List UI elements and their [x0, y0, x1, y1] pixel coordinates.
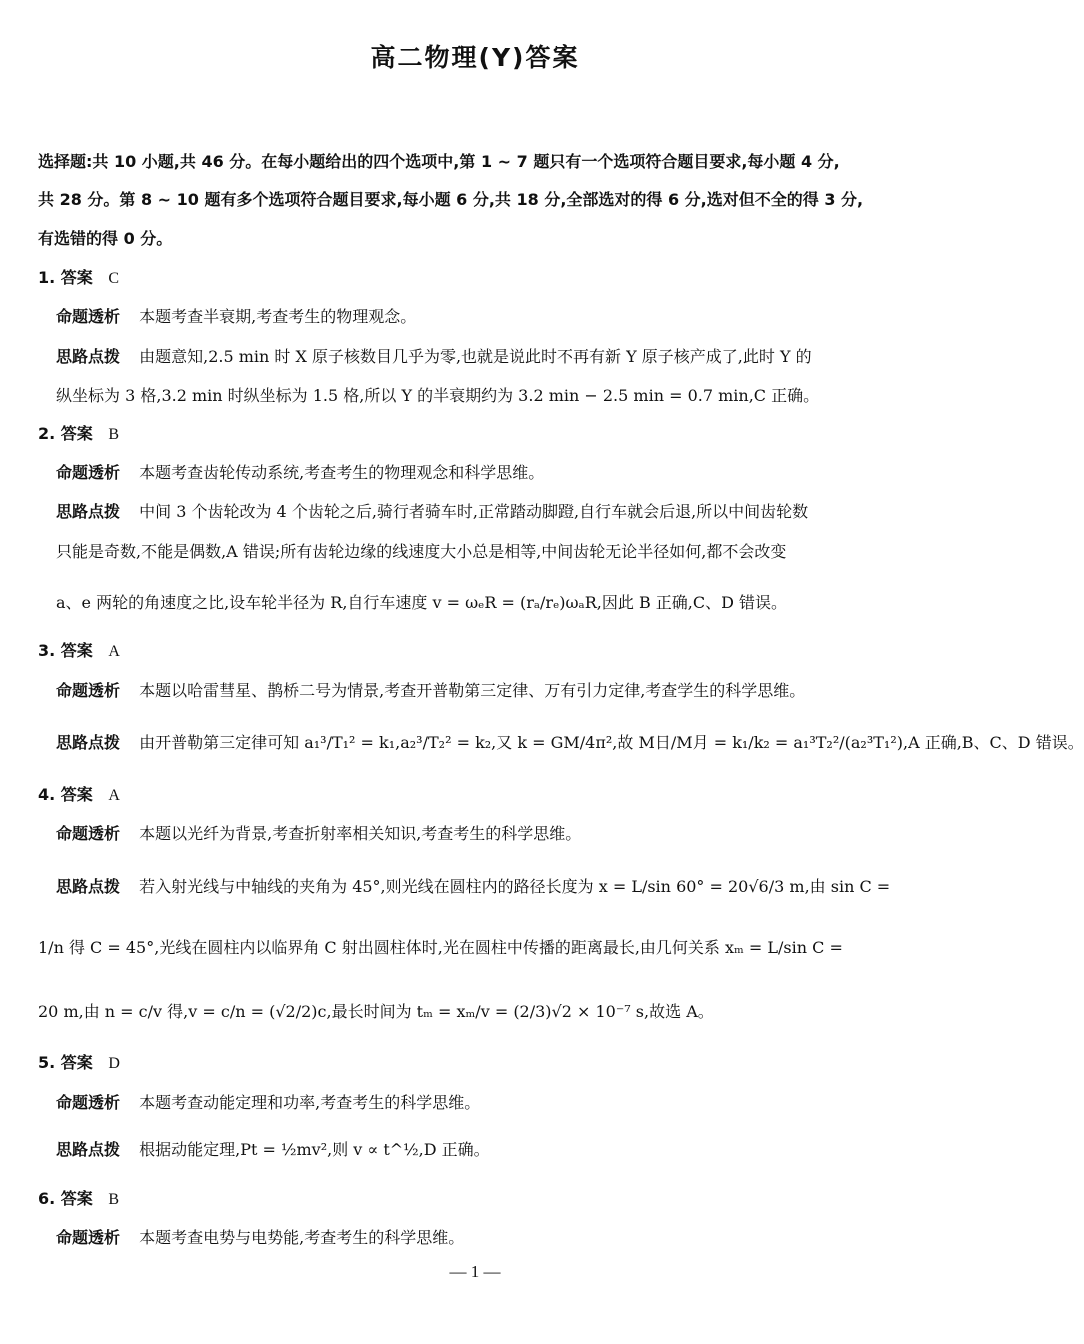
question-2-hint-cont-2: a、e 两轮的角速度之比,设车轮半径为 R,自行车速度 v = ωₑR = (rₐ/rₑ)ωₐR,因此 B 正确,C、D 错误。 [56, 593, 788, 612]
answer-value: B [108, 1191, 120, 1208]
question-2-hint-cont-1: 只能是奇数,不能是偶数,A 错误;所有齿轮边缘的线速度大小总是相等,中间齿轮无论半径如何,都不会改变 [56, 542, 787, 561]
question-4-header [38, 785, 120, 806]
hint-text: 根据动能定理,Pt = ½mv²,则 v ∝ t^½,D 正确。 [139, 1140, 490, 1159]
answer-label: 答案 [60, 1053, 93, 1072]
answer-value: A [108, 643, 120, 660]
intent-label: 命题透析 [56, 1093, 121, 1112]
page-title: 高二物理(Y)答案 [370, 43, 580, 72]
intent-text: 本题考查电势与电势能,考查考生的科学思维。 [139, 1228, 465, 1247]
hint-label: 思路点拨 [56, 502, 121, 521]
hint-label: 思路点拨 [56, 733, 121, 752]
hint-label: 思路点拨 [56, 347, 121, 366]
intent-text: 本题以光纤为背景,考查折射率相关知识,考查考生的科学思维。 [139, 824, 582, 843]
answer-value: A [108, 787, 120, 804]
question-3-intent [56, 681, 805, 701]
answer-label: 答案 [60, 268, 93, 287]
question-number: 1. [38, 268, 56, 287]
question-5-hint [56, 1140, 490, 1160]
answer-value: C [108, 270, 120, 287]
question-3-header [38, 641, 120, 662]
question-1-hint [56, 347, 812, 367]
question-number: 5. [38, 1053, 56, 1072]
hint-label: 思路点拨 [56, 877, 121, 896]
hint-label: 思路点拨 [56, 1140, 121, 1159]
hint-text: 由题意知,2.5 min 时 X 原子核数目几乎为零,也就是说此时不再有新 Y 原子核产成了,此时 Y 的 [139, 347, 812, 366]
question-number: 3. [38, 641, 56, 660]
question-5-intent [56, 1093, 480, 1113]
question-6-intent [56, 1228, 464, 1248]
hint-text: 由开普勒第三定律可知 a₁³/T₁² = k₁,a₂³/T₂² = k₂,又 k = GM/4π²,故 M日/M月 = k₁/k₂ = a₁³T₂²/(a₂³T₁²),A 正确,B、C、D 错误。 [139, 733, 1084, 752]
question-4-hint-cont-1: 1/n 得 C = 45°,光线在圆柱内以临界角 C 射出圆柱体时,光在圆柱中传播的距离最长,由几何关系 xₘ = L/sin C = [38, 938, 843, 957]
question-1-hint-cont: 纵坐标为 3 格,3.2 min 时纵坐标为 1.5 格,所以 Y 的半衰期约为 3.2 min − 2.5 min = 0.7 min,C 正确。 [56, 386, 820, 405]
question-2-hint [56, 502, 808, 522]
intent-label: 命题透析 [56, 824, 121, 843]
intent-label: 命题透析 [56, 307, 121, 326]
question-number: 6. [38, 1189, 56, 1208]
intent-label: 命题透析 [56, 463, 121, 482]
question-4-hint-cont-2: 20 m,由 n = c/v 得,v = c/n = (√2/2)c,最长时间为 tₘ = xₘ/v = (2/3)√2 × 10⁻⁷ s,故选 A。 [38, 1002, 714, 1021]
intent-text: 本题考查动能定理和功率,考查考生的科学思维。 [139, 1093, 481, 1112]
question-4-intent [56, 824, 581, 844]
question-number: 4. [38, 785, 56, 804]
answer-value: B [108, 426, 120, 443]
intro-line-3: 有选错的得 0 分。 [38, 229, 173, 248]
question-2-header [38, 424, 119, 445]
intent-text: 本题考查半衰期,考查考生的物理观念。 [139, 307, 417, 326]
answer-label: 答案 [60, 424, 93, 443]
answer-label: 答案 [60, 641, 93, 660]
intro-line-2: 共 28 分。第 8 ~ 10 题有多个选项符合题目要求,每小题 6 分,共 18 分,全部选对的得 6 分,选对但不全的得 3 分, [38, 190, 864, 209]
intro-line-1: 选择题:共 10 小题,共 46 分。在每小题给出的四个选项中,第 1 ~ 7 题只有一个选项符合题目要求,每小题 4 分, [38, 152, 840, 171]
answer-label: 答案 [60, 785, 93, 804]
answer-value: D [108, 1055, 120, 1072]
question-3-hint [56, 733, 1084, 753]
intent-label: 命题透析 [56, 1228, 121, 1247]
question-number: 2. [38, 424, 56, 443]
question-2-intent [56, 463, 544, 483]
answer-label: 答案 [60, 1189, 93, 1208]
intent-label: 命题透析 [56, 681, 121, 700]
intent-text: 本题考查齿轮传动系统,考查考生的物理观念和科学思维。 [139, 463, 545, 482]
question-5-header [38, 1053, 120, 1074]
hint-text: 若入射光线与中轴线的夹角为 45°,则光线在圆柱内的路径长度为 x = L/sin 60° = 20√6/3 m,由 sin C = [139, 877, 891, 896]
intent-text: 本题以哈雷彗星、鹊桥二号为情景,考查开普勒第三定律、万有引力定律,考查学生的科学思维。 [139, 681, 806, 700]
page-number: — 1 — [449, 1262, 501, 1281]
question-6-header [38, 1189, 119, 1210]
question-1-header [38, 268, 119, 289]
hint-text: 中间 3 个齿轮改为 4 个齿轮之后,骑行者骑车时,正常踏动脚蹬,自行车就会后退,所以中间齿轮数 [139, 502, 809, 521]
question-1-intent [56, 307, 416, 327]
question-4-hint [56, 877, 890, 897]
